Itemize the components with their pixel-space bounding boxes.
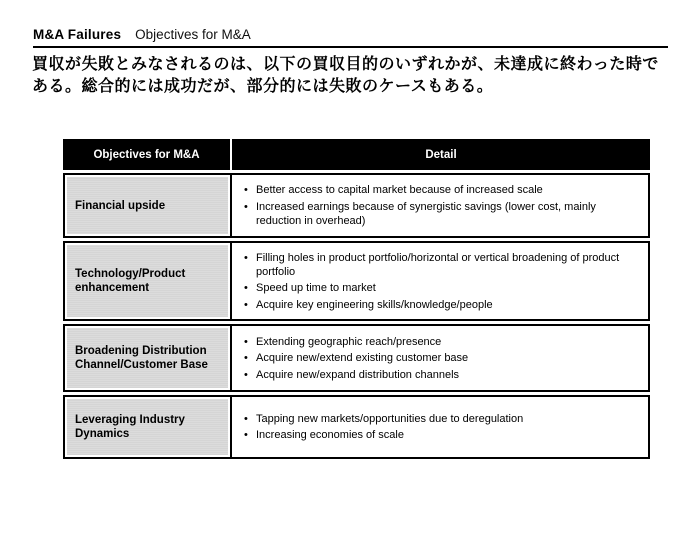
slide-header xyxy=(33,27,668,42)
list-item xyxy=(244,251,638,279)
table-row xyxy=(63,173,650,238)
bullet-icon: • xyxy=(244,368,248,381)
bullet-list xyxy=(244,332,638,384)
bullet-icon: • xyxy=(244,335,248,348)
column-header-objectives: Objectives for M&A xyxy=(63,139,232,170)
column-header-detail: Detail xyxy=(425,148,457,161)
objective-cell xyxy=(65,243,232,319)
objective-label: Broadening Distribution Channel/Customer Base xyxy=(67,328,228,388)
header-divider xyxy=(33,46,668,48)
objective-label: Leveraging Industry Dynamics xyxy=(67,399,228,455)
objective-label: Financial upside xyxy=(67,177,228,234)
list-item xyxy=(244,298,638,312)
list-item xyxy=(244,428,638,442)
bullet-text: Increasing economies of scale xyxy=(256,429,404,442)
objective-cell xyxy=(65,326,232,390)
title-row xyxy=(33,27,668,42)
objective-cell xyxy=(65,175,232,236)
bullet-text: Acquire new/expand distribution channels xyxy=(256,368,460,381)
bullet-list xyxy=(244,181,638,231)
bullet-icon: • xyxy=(244,412,248,425)
list-item xyxy=(244,351,638,365)
bullet-icon: • xyxy=(244,251,248,264)
table-row xyxy=(63,395,650,459)
bullet-text: Speed up time to market xyxy=(256,282,376,294)
list-item xyxy=(244,200,638,228)
bullet-text: Extending geographic reach/presence xyxy=(256,335,442,348)
table-row xyxy=(63,324,650,392)
page-title: M&A Failures xyxy=(33,27,122,42)
table-header-row xyxy=(63,139,650,170)
objectives-table xyxy=(63,139,650,459)
bullet-text: Tapping new markets/opportunities due to deregulation xyxy=(256,412,524,425)
list-item xyxy=(244,183,638,197)
bullet-icon: • xyxy=(244,200,248,213)
intro-line-2: ある。総合的には成功だが、部分的には失敗のケースもある。 xyxy=(32,78,494,95)
objective-cell xyxy=(65,397,232,457)
list-item xyxy=(244,412,638,426)
bullet-text: Increased earnings because of synergistic savings (lower cost, mainly reduction in overhead) xyxy=(256,200,596,227)
bullet-text: Filling holes in product portfolio/horizontal or vertical broadening of product portfolio xyxy=(256,251,620,278)
page-subtitle: Objectives for M&A xyxy=(135,27,251,42)
bullet-list xyxy=(244,409,638,445)
list-item xyxy=(244,335,638,349)
list-item xyxy=(244,281,638,295)
bullet-text: Acquire new/extend existing customer base xyxy=(256,352,469,364)
list-item xyxy=(244,368,638,382)
objective-label: Technology/Product enhancement xyxy=(67,245,228,317)
bullet-icon: • xyxy=(244,429,248,442)
detail-cell xyxy=(232,326,648,390)
bullet-icon: • xyxy=(244,298,248,311)
bullet-icon: • xyxy=(244,184,248,197)
bullet-icon: • xyxy=(244,352,248,364)
bullet-list xyxy=(244,248,638,314)
detail-cell xyxy=(232,175,648,236)
detail-cell xyxy=(232,243,648,319)
bullet-text: Better access to capital market because of increased scale xyxy=(256,184,543,197)
detail-cell xyxy=(232,397,648,457)
bullet-icon: • xyxy=(244,282,248,294)
intro-line-1: 買収が失敗とみなされるのは、以下の買収目的のいずれかが、未達成に終わった時で xyxy=(32,56,659,73)
intro-paragraph xyxy=(32,54,677,98)
bullet-text: Acquire key engineering skills/knowledge/people xyxy=(256,298,493,311)
table-row xyxy=(63,241,650,321)
